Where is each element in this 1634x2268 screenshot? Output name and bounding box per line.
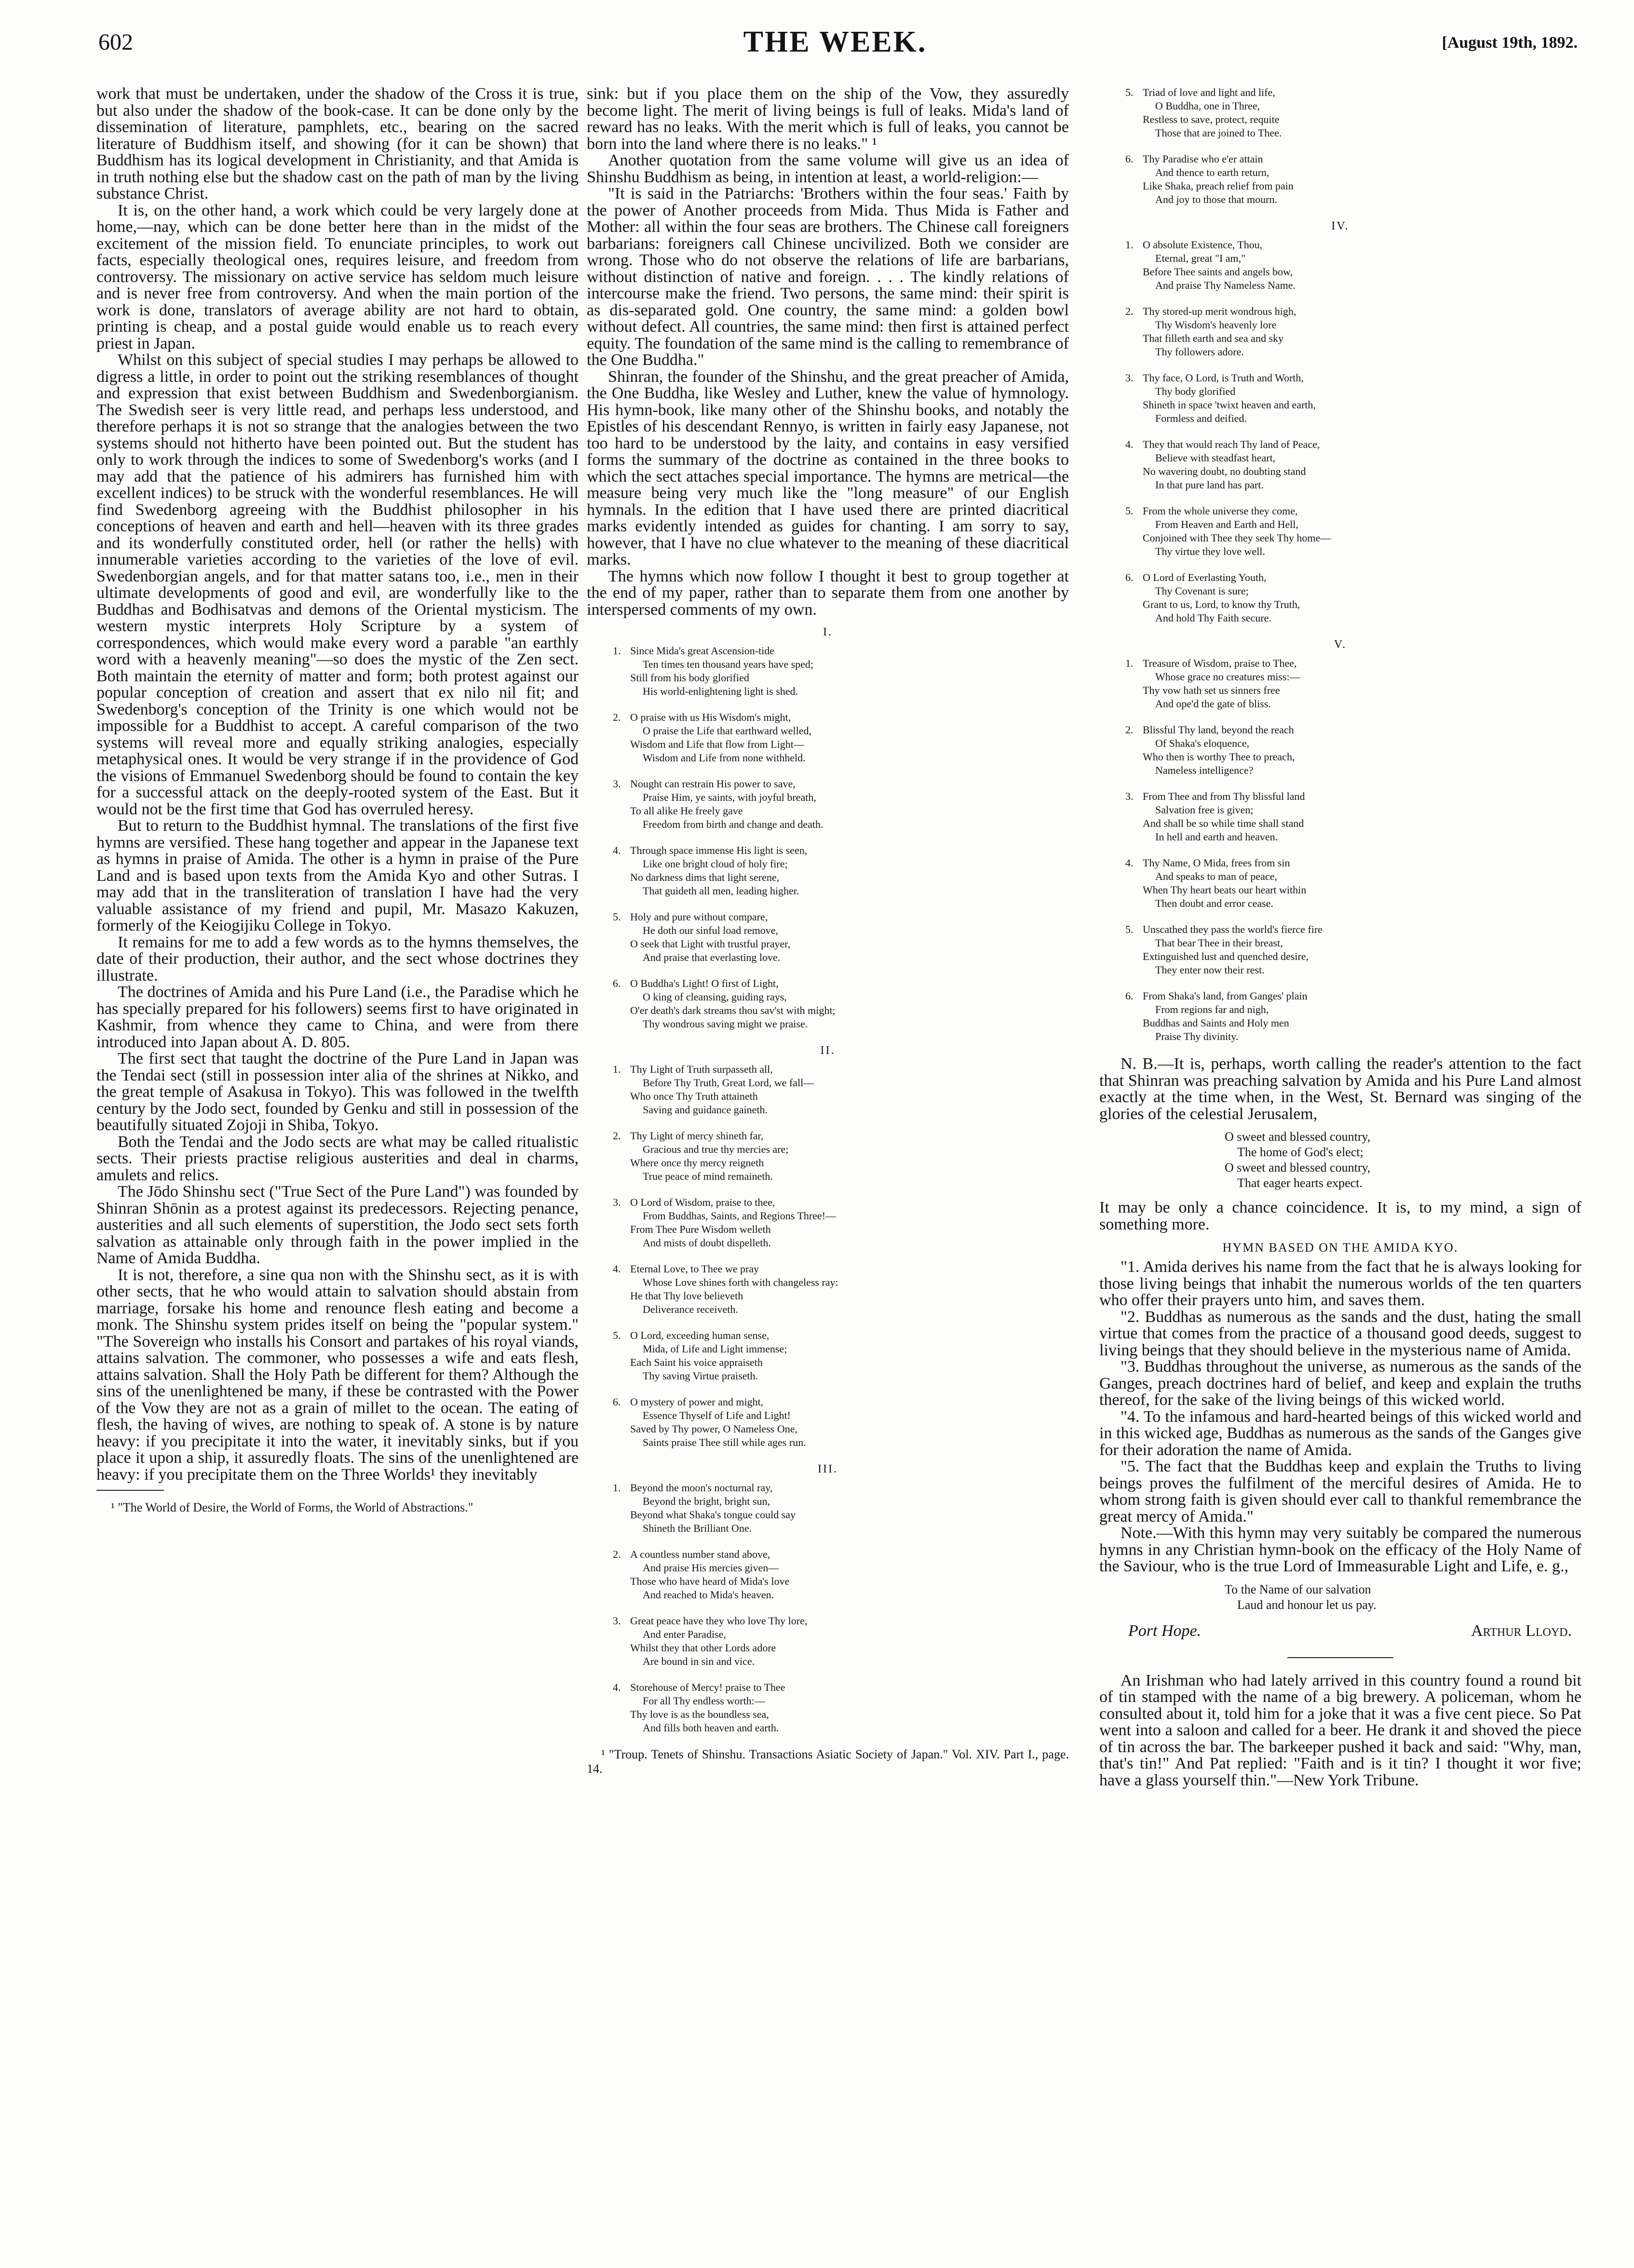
note-paragraph: Note.—With this hymn may very suitably be compared the numerous hymns in any Christian hymn-book on the efficacy of the Holy Name of the Saviour, who is the true Lord of Immeasurable Light and Life, e. g., <box>1099 1524 1581 1575</box>
verse-line: And mists of doubt dispelleth. <box>643 1237 771 1249</box>
verse-line: When Thy heart beats our heart within <box>1143 884 1307 896</box>
verse-line: Unscathed they pass the world's fierce fire <box>1143 923 1323 935</box>
stanza-number: 1. <box>1125 657 1134 669</box>
verse-line: From Thee and from Thy blissful land <box>1143 790 1305 802</box>
verse-line: They enter now their rest. <box>1155 964 1265 976</box>
verse-line: Eternal, great "I am," <box>1155 252 1246 264</box>
verse-line: No darkness dims that light serene, <box>630 871 780 883</box>
amida-paragraph: "3. Buddhas throughout the universe, as numerous as the sands of the Ganges, preach doctrines hard of belief, and keep and explain the truths thereof, for the sake of the living beings of this wicked world. <box>1099 1358 1581 1409</box>
stanza-number: 6. <box>613 977 621 989</box>
hymn-stanza <box>587 844 1069 898</box>
verse-line: Believe with steadfast heart, <box>1155 452 1276 464</box>
article-paragraph: Another quotation from the same volume will give us an idea of Shinshu Buddhism as being, in intention at least, a world-religion:— <box>587 151 1069 186</box>
article-paragraph: It remains for me to add a few words as to the hymns themselves, the date of their production, their author, and the sect whose doctrines they illustrate. <box>96 933 579 985</box>
publication-title: THE WEEK. <box>743 26 927 58</box>
column-middle <box>587 86 1069 2236</box>
verse-line: And speaks to man of peace, <box>1155 870 1277 882</box>
verse-line: He doth our sinful load remove, <box>643 924 779 936</box>
verse-line: Thy virtue they love well. <box>1155 545 1265 557</box>
verse-line: Great peace have they who love Thy lore, <box>630 1615 808 1627</box>
verse-line: Beyond the bright, bright sun, <box>643 1495 770 1507</box>
stanza-number: 2. <box>613 711 621 723</box>
stanza-number: 3. <box>613 1196 621 1208</box>
stanza-number: 3. <box>1125 372 1134 384</box>
verse-line: To all alike He freely gave <box>630 805 743 817</box>
verse-line: Those who have heard of Mida's love <box>630 1575 790 1587</box>
amida-paragraph: "1. Amida derives his name from the fact that he is always looking for those living beings that inhabit the numerous worlds of the ten quarters who offer their prayers unto him, and saves them. <box>1099 1258 1581 1309</box>
verse-line: That filleth earth and sea and sky <box>1143 332 1284 344</box>
verse-line: Whilst they that other Lords adore <box>630 1642 776 1654</box>
verse-line: And hold Thy Faith secure. <box>1155 612 1271 624</box>
verse-line: They that would reach Thy land of Peace, <box>1143 438 1320 450</box>
verse-line: Through space immense His light is seen, <box>630 844 808 856</box>
hymn-stanza <box>1099 723 1581 777</box>
stanza-number: 6. <box>1125 153 1134 165</box>
verse-line: Gracious and true thy mercies are; <box>643 1143 789 1155</box>
stanza-number: 6. <box>613 1396 621 1408</box>
stanza-number: 5. <box>1125 923 1134 935</box>
verse-line: Storehouse of Mercy! praise to Thee <box>630 1681 785 1693</box>
verse-line: Thy saving Virtue praiseth. <box>643 1370 758 1382</box>
hymn-stanza <box>1099 305 1581 359</box>
article-paragraph: It may be only a chance coincidence. It is, to my mind, a sign of something more. <box>1099 1199 1581 1233</box>
verse-line: Laud and honour let us pay. <box>1237 1597 1377 1612</box>
verse-line: O Lord of Wisdom, praise to thee, <box>630 1196 775 1208</box>
verse-line: He that Thy love believeth <box>630 1290 743 1302</box>
verse-line: That guideth all men, leading higher. <box>643 885 799 897</box>
stanza-number: 4. <box>1125 438 1134 450</box>
verse-line: From Shaka's land, from Ganges' plain <box>1143 990 1308 1002</box>
article-paragraph: Both the Tendai and the Jodo sects are what may be called ritualistic sects. Their priests practise religious austerities and deal in charms, amulets and relics. <box>96 1133 579 1184</box>
verse-line: Thy stored-up merit wondrous high, <box>1143 305 1296 317</box>
stanza-number: 3. <box>613 778 621 790</box>
hymn-numeral: II. <box>820 1044 836 1057</box>
article-paragraph: sink: but if you place them on the ship of the Vow, they assuredly become light. The merit of living beings is full of leaks. Mida's land of reward has no leaks. With the merit which is full of leaks, you cannot be born into the land where there is no leaks." ¹ <box>587 86 1069 153</box>
verse-line: And praise His mercies given— <box>643 1562 779 1574</box>
amida-paragraph: "4. To the infamous and hard-hearted beings of this wicked world and in this wicked age, Buddhas as numerous as the sands of the Ganges give for their adoration the name of Amida. <box>1099 1407 1581 1459</box>
hymn-numeral: IV. <box>1331 220 1350 232</box>
verse-line: In hell and earth and heaven. <box>1155 831 1278 843</box>
stanza-number: 5. <box>1125 505 1134 517</box>
verse-line: Grant to us, Lord, to know thy Truth, <box>1143 598 1300 610</box>
verse-line: Holy and pure without compare, <box>630 911 768 923</box>
stanza-number: 1. <box>613 645 621 657</box>
stanza-number: 1. <box>1125 239 1134 251</box>
hymn-stanza <box>1099 657 1581 711</box>
verse-line: Thy Light of mercy shineth far, <box>630 1130 764 1142</box>
verse-line: Thy face, O Lord, is Truth and Worth, <box>1143 372 1304 384</box>
stanza-number: 4. <box>1125 857 1134 869</box>
verse-line: O praise the Life that earthward welled, <box>643 725 812 737</box>
stanza-number: 6. <box>1125 571 1134 583</box>
verse-line: Like Shaka, preach relief from pain <box>1143 180 1294 192</box>
hymn-stanza <box>1099 238 1581 292</box>
stanza-number: 1. <box>613 1063 621 1075</box>
verse-line: O praise with us His Wisdom's might, <box>630 711 791 723</box>
verse-line: Deliverance receiveth. <box>643 1303 738 1315</box>
verse-line: O sweet and blessed country, <box>1225 1161 1371 1174</box>
verse-line: Conjoined with Thee they seek Thy home— <box>1143 532 1331 544</box>
stanza-number: 2. <box>613 1130 621 1142</box>
verse-line: Ten times ten thousand years have sped; <box>643 658 814 670</box>
verse-line: And praise that everlasting love. <box>643 951 781 963</box>
hymn-stanza <box>1099 504 1581 558</box>
stanza-number: 6. <box>1125 990 1134 1002</box>
verse-line: And ope'd the gate of bliss. <box>1155 698 1271 710</box>
verse-line: Wisdom and Life from none withheld. <box>643 752 806 764</box>
verse-line: O absolute Existence, Thou, <box>1143 239 1263 251</box>
verse-line: From the whole universe they come, <box>1143 505 1298 517</box>
verse-line: Who once Thy Truth attaineth <box>630 1090 758 1102</box>
verse-line: O Lord, exceeding human sense, <box>630 1329 770 1341</box>
hymn-collection <box>587 625 1069 1735</box>
article-paragraph: But to return to the Buddhist hymnal. The translations of the first five hymns are versified. These hang together and appear in the Japanese text as hymns in praise of Amida. The other is a hymn in praise of the Pure Land and is based upon texts from the Amida Kyo and other Sutras. I may add that in the transliteration of translation I have had the very valuable assistance of my friend and pupil, Mr. Masazo Kakuzen, formerly of the Keiogijiku College in Tokyo. <box>96 817 579 934</box>
verse-line: Saints praise Thee still while ages run. <box>643 1436 806 1448</box>
hymn-stanza <box>587 1395 1069 1449</box>
verse-line: His world-enlightening light is shed. <box>643 685 798 697</box>
hymn-numeral: III. <box>818 1463 838 1475</box>
verse-line: From Heaven and Earth and Hell, <box>1155 518 1298 530</box>
verse-line: Who then is worthy Thee to preach, <box>1143 751 1295 763</box>
verse-line: From regions far and nigh, <box>1155 1003 1269 1015</box>
verse-line: Thy Wisdom's heavenly lore <box>1155 319 1277 331</box>
article-paragraph: work that must be undertaken, under the shadow of the Cross it is true, but also under the shadow of the book-case. It can be done only by the dissemination of literature, pamphlets, etc., bearing on the sacred literature of Buddhism itself, and showing (for it can be shown) that Buddhism has its logical development in Christianity, and that Amida is in truth nothing else but the shadow cast on the path of man by the living substance Christ. <box>96 86 579 202</box>
verse-line: Mida, of Life and Light immense; <box>643 1343 787 1355</box>
hymn-stanza <box>587 1196 1069 1250</box>
hymn-stanza <box>1099 856 1581 910</box>
verse-line: Are bound in sin and vice. <box>643 1655 755 1667</box>
anecdote-paragraph: An Irishman who had lately arrived in this country found a round bit of tin stamped with the name of a big brewery. A policeman, whom he consulted about it, told him for a joke that it was a five cent piece. So Pat went into a saloon and called for a beer. He drank it and shoved the piece of tin across the bar. The barkeeper pushed it back and said: "Why, man, that's tin!" And Pat replied: "Faith and is it tin? I thought it wor five; have a glass yourself thin."—New York Tribune. <box>1099 1671 1581 1789</box>
hymn-stanza <box>1099 152 1581 206</box>
verse-line: Like one bright cloud of holy fire; <box>643 858 788 870</box>
stanza-number: 5. <box>613 1329 621 1341</box>
footnote: ¹ "Troup. Tenets of Shinshu. Transactions Asiatic Society of Japan." Vol. XIV. Part I., page. 14. <box>587 1747 1069 1776</box>
verse-line: Triad of love and light and life, <box>1143 86 1275 98</box>
verse-line: Thy Paradise who e'er attain <box>1143 153 1263 165</box>
verse-line: Still from his body glorified <box>630 672 749 684</box>
verse-line: O mystery of power and might, <box>630 1396 764 1408</box>
verse-line: Saved by Thy power, O Nameless One, <box>630 1423 797 1435</box>
hymn-stanza <box>1099 86 1581 140</box>
article-paragraph: The hymns which now follow I thought it best to group together at the end of my paper, rather than to separate them from one another by interspersed comments of my own. <box>587 567 1069 619</box>
quoted-verse <box>1099 1129 1581 1191</box>
hymn-stanza <box>1099 571 1581 625</box>
stanza-number: 3. <box>613 1615 621 1627</box>
hymn-stanza <box>587 977 1069 1031</box>
article-paragraph: "It is said in the Patriarchs: 'Brothers within the four seas.' Faith by the power of Another proceeds from Mida. Thus Mida is Father and Mother: all within the four seas are brothers. The Chinese call foreigners barbarians: foreigners call Chinese uncivilized. Both we consider are wrong. Those who do not observe the relations of life are barbarians, without distinction of native and foreign. . . . The kindly relations of intercourse make the friend. Two persons, the same mind: their spirit is as dis-separated gold. One country, the same mind: a golden bowl without defect. All countries, the same mind: then first is attained perfect equity. The foundation of the same mind is the calling to remembrance of the One Buddha." <box>587 185 1069 369</box>
verse-line: Of Shaka's eloquence, <box>1155 737 1250 749</box>
verse-line: Those that are joined to Thee. <box>1155 127 1282 139</box>
hymn-stanza <box>587 1262 1069 1316</box>
verse-line: Wisdom and Life that flow from Light— <box>630 738 804 750</box>
verse-line: O sweet and blessed country, <box>1225 1130 1371 1144</box>
verse-line: In that pure land has part. <box>1155 479 1264 491</box>
verse-line: Before Thee saints and angels bow, <box>1143 266 1293 278</box>
verse-line: Praise Thy divinity. <box>1155 1030 1239 1042</box>
stanza-number: 3. <box>1125 790 1134 802</box>
author-name: Arthur Lloyd. <box>1471 1621 1572 1640</box>
stanza-number: 2. <box>1125 724 1134 736</box>
verse-line: Buddhas and Saints and Holy men <box>1143 1017 1289 1029</box>
stanza-number: 5. <box>1125 86 1134 98</box>
verse-line: That eager hearts expect. <box>1237 1176 1363 1190</box>
article-paragraph: It is not, therefore, a sine qua non with the Shinshu sect, as it is with other sects, that he who would attain to salvation should abstain from marriage, forsake his home and renounce flesh eating and become a monk. The Shinshu system prides itself on being the "popular system." "The Sovereign who installs his Consort and partakes of his royal viands, attains salvation. The commoner, who possesses a wife and eats flesh, attains salvation. Shall the Holy Path be different for them? Although the sins of the unenlightened be many, if these be contrasted with the Power of the Vow they are not as a grain of millet to the ocean. The eating of flesh, the having of wives, are nothing to speak of. A stone is by nature heavy: if you precipitate it into the water, it inevitably sinks, but if you place it upon a ship, it assuredly floats. The sins of the unenlightened are heavy: if you precipitate them on the Three Worlds¹ they inevitably <box>96 1266 579 1484</box>
hymn-stanza <box>587 1614 1069 1668</box>
page-header <box>93 21 1578 69</box>
article-paragraph: It is, on the other hand, a work which could be very largely done at home,—nay, which can be done better here than in the midst of the excitement of the mission field. To enunciate principles, to work out facts, especially theological ones, requires leisure, and freedom from controversy. The missionary on active service has seldom much leisure and is never free from controversy. And when the main portion of the work is done, translators of average ability are not hard to obtain, printing is cheap, and a postal guide would enable us to reach every priest in Japan. <box>96 201 579 352</box>
article-paragraph: The first sect that taught the doctrine of the Pure Land in Japan was the Tendai sect (still in possession inter alia of the shrines at Nikko, and the great temple of Asakusa in Tokyo). This was followed in the twelfth century by the Jodo sect, founded by Genku and still in possession of the beautifully situated Zojoji in Shiba, Tokyo. <box>96 1050 579 1134</box>
verse-line: Thy love is as the boundless sea, <box>630 1708 769 1720</box>
article-paragraph: The Jōdo Shinshu sect ("True Sect of the Pure Land") was founded by Shinran Shōnin as a protest against its predecessors. Rejecting penance, austerities and all such elements of superstition, the Jodo sect sets forth salvation as attainable only through faith in the power implied in the Name of Amida Buddha. <box>96 1183 579 1267</box>
hymn-stanza <box>1099 989 1581 1043</box>
verse-line: Before Thy Truth, Great Lord, we fall— <box>643 1077 814 1089</box>
hymn-stanza <box>587 910 1069 964</box>
footnote-rule <box>96 1490 164 1491</box>
verse-line: No wavering doubt, no doubting stand <box>1143 465 1306 477</box>
verse-line: Whose Love shines forth with changeless ray: <box>643 1276 838 1288</box>
verse-line: Extinguished lust and quenched desire, <box>1143 950 1309 962</box>
verse-line: Thy Covenant is sure; <box>1155 585 1249 597</box>
verse-line: Formless and deified. <box>1155 412 1247 424</box>
signoff <box>1099 1621 1581 1641</box>
hymn-continuation <box>1099 86 1581 206</box>
hymn-numeral: V. <box>1334 638 1347 651</box>
hymn-collection <box>1099 219 1581 1043</box>
stanza-number: 4. <box>613 1681 621 1693</box>
verse-line: Blissful Thy land, beyond the reach <box>1143 724 1294 736</box>
verse-line: Essence Thyself of Life and Light! <box>643 1409 791 1421</box>
verse-line: And praise Thy Nameless Name. <box>1155 279 1296 291</box>
verse-line: Then doubt and error cease. <box>1155 897 1273 909</box>
verse-line: For all Thy endless worth:— <box>643 1695 765 1707</box>
column-left <box>96 86 579 2236</box>
verse-line: O'er death's dark streams thou sav'st with might; <box>630 1004 836 1016</box>
verse-line: Since Mida's great Ascension-tide <box>630 645 775 657</box>
verse-line: To the Name of our salvation <box>1225 1582 1371 1596</box>
verse-line: And joy to those that mourn. <box>1155 193 1277 205</box>
hymn-stanza <box>587 711 1069 765</box>
stanza-number: 1. <box>613 1482 621 1494</box>
verse-line: Thy Name, O Mida, frees from sin <box>1143 857 1290 869</box>
verse-line: And thence to earth return, <box>1155 166 1269 178</box>
footnote: ¹ "The World of Desire, the World of Forms, the World of Abstractions." <box>111 1500 473 1514</box>
hymn-stanza <box>587 1063 1069 1117</box>
hymn-stanza <box>587 1548 1069 1602</box>
stanza-number: 5. <box>613 911 621 923</box>
hymn-stanza <box>587 777 1069 831</box>
stanza-number: 2. <box>1125 305 1134 317</box>
verse-line: Whose grace no creatures miss:— <box>1155 671 1300 683</box>
hymn-stanza <box>587 644 1069 698</box>
verse-line: Each Saint his voice appraiseth <box>630 1356 763 1368</box>
hymn-stanza <box>587 1329 1069 1383</box>
stanza-number: 4. <box>613 844 621 856</box>
verse-line: Eternal Love, to Thee we pray <box>630 1263 759 1275</box>
issue-date: [August 19th, 1892. <box>1442 34 1578 52</box>
verse-line: The home of God's elect; <box>1237 1145 1364 1159</box>
verse-line: Freedom from birth and change and death. <box>643 818 824 830</box>
amida-paragraph: "5. The fact that the Buddhas keep and explain the Truths to living beings proves the fulfilment of the merciful desires of Amida. He to whom strong faith is given should ever call to thankful remembrance the great mercy of Amida." <box>1099 1458 1581 1526</box>
verse-line: Shineth in space 'twixt heaven and earth, <box>1143 399 1316 411</box>
column-right <box>1099 86 1581 2236</box>
signoff-place: Port Hope. <box>1128 1621 1202 1640</box>
verse-line: A countless number stand above, <box>630 1548 770 1560</box>
verse-line: Thy vow hath set us sinners free <box>1143 684 1280 696</box>
verse-line: O Buddha's Light! O first of Light, <box>630 977 779 989</box>
nota-bene: N. B.—It is, perhaps, worth calling the reader's attention to the fact that Shinran was preaching salvation by Amida and his Pure Land almost exactly at the time when, in the West, St. Bernard was singing of the glories of the celestial Jerusalem, <box>1099 1055 1581 1123</box>
verse-line: Thy Light of Truth surpasseth all, <box>630 1063 773 1075</box>
page-number: 602 <box>98 29 133 55</box>
hymn-stanza <box>1099 923 1581 977</box>
verse-line: That bear Thee in their breast, <box>1155 937 1283 949</box>
article-paragraph: Shinran, the founder of the Shinshu, and the great preacher of Amida, the One Buddha, like Wesley and Luther, knew the value of hymnology. His hymn-book, like many other of the Shinshu books, and notably the Epistles of his descendant Rennyo, is written in fairly easy Japanese, not too hard to be understood by the laity, and contains in easy versified forms the summary of the doctrine as contained in the three books to which the sect attaches special importance. The hymns are metrical—the measure being very much like the "long measure" of our English hymnals. In the edition that I have used there are printed diacritical marks evidently intended as guides for chanting. I am sorry to say, however, that I have no clue whatever to the meaning of these diacritical marks. <box>587 367 1069 568</box>
verse-line: O Buddha, one in Three, <box>1155 100 1260 112</box>
verse-line: Treasure of Wisdom, praise to Thee, <box>1143 657 1297 669</box>
hymn-numeral: I. <box>823 626 833 638</box>
verse-line: And enter Paradise, <box>643 1628 726 1640</box>
verse-line: Salvation free is given; <box>1155 804 1254 816</box>
verse-line: Praise Him, ye saints, with joyful breath, <box>643 791 816 803</box>
verse-line: Beyond the moon's nocturnal ray, <box>630 1482 773 1494</box>
verse-line: Thy wondrous saving might we praise. <box>643 1018 808 1030</box>
hymn-stanza <box>1099 790 1581 844</box>
verse-line: O seek that Light with trustful prayer, <box>630 938 791 950</box>
hymn-stanza <box>587 1681 1069 1735</box>
verse-line: Nameless intelligence? <box>1155 764 1254 776</box>
verse-line: And shall be so while time shall stand <box>1143 817 1304 829</box>
stanza-number: 4. <box>613 1263 621 1275</box>
verse-line: Thy followers adore. <box>1155 346 1244 358</box>
verse-line: Shineth the Brilliant One. <box>643 1522 752 1534</box>
verse-line: From Thee Pure Wisdom welleth <box>630 1223 771 1235</box>
verse-line: Restless to save, protect, requite <box>1143 113 1280 125</box>
quoted-verse <box>1099 1582 1581 1613</box>
verse-line: Where once thy mercy reigneth <box>630 1157 764 1169</box>
verse-line: And fills both heaven and earth. <box>643 1722 779 1734</box>
hymn-stanza <box>587 1129 1069 1183</box>
verse-line: O Lord of Everlasting Youth, <box>1143 571 1267 583</box>
verse-line: Thy body glorified <box>1155 385 1236 397</box>
verse-line: From Buddhas, Saints, and Regions Three!— <box>643 1210 837 1222</box>
verse-line: O king of cleansing, guiding rays, <box>643 991 787 1003</box>
article-paragraph: Whilst on this subject of special studies I may perhaps be allowed to digress a little, in order to point out the striking resemblances of thought and expression that exist between Buddhism and Swedenborgianism. The Swedish seer is very little read, and perhaps less understood, and therefore perhaps it is not so strange that the analogies between the two systems should not hitherto have been pointed out. But the student has only to work through the indices to some of Swedenborg's works (and I may add that the patience of his admirers has furnished him with excellent indices) to be struck with the wonderful resemblances. He will find Swedenborg agreeing with the Buddhist philosopher in his conceptions of heaven and earth and hell—heaven with its three grades and its wonderfully constituted order, hell (or rather the hells) with innumerable varieties according to the varieties of the love of evil. Swedenborgian angels, and for that matter satans too, i.e., men in their ultimate developments of good and evil, are wonderfully like to the Buddhas and Bodhisatvas and demons of the Oriental mysticism. The western mystic interprets Holy Scripture by a system of correspondences, which would make every word a parable "an earthly word with a heavenly meaning"—so does the mystic of the Zen sect. Both maintain the eternity of matter and form; both protest against our popular conception of creation and assert that ex nilo nil fit; and Swedenborg's conception of the Trinity is one which would not be impossible for a Buddhist to accept. A careful comparison of the two systems will reveal more and equally striking analogies, especially metaphysical ones. It would be very strange if in the providence of God the visions of Emmanuel Swedenborg should be found to contain the key for a successful attack on the deeply-rooted system of the East. But it would not be the first time that God has overruled heresy. <box>96 351 579 818</box>
hymn-stanza <box>1099 438 1581 492</box>
hymn-stanza <box>1099 371 1581 425</box>
amida-paragraph: "2. Buddhas as numerous as the sands and the dust, hating the small virtue that comes from the practice of a thousand good deeds, suggest to living beings that they should believe in the mysterious name of Amida. <box>1099 1308 1581 1359</box>
verse-line: Beyond what Shaka's tongue could say <box>630 1509 796 1521</box>
hymn-stanza <box>587 1481 1069 1535</box>
stanza-number: 2. <box>613 1548 621 1560</box>
article-paragraph: The doctrines of Amida and his Pure Land (i.e., the Paradise which he has specially prepared for his followers) seems first to have originated in Kashmir, from whence they came to China, and were from there introduced into Japan about A. D. 805. <box>96 983 579 1051</box>
verse-line: Saving and guidance gaineth. <box>643 1104 768 1116</box>
section-divider <box>1287 1657 1393 1658</box>
verse-line: Nought can restrain His power to save, <box>630 778 796 790</box>
verse-line: True peace of mind remaineth. <box>643 1170 773 1182</box>
section-heading: HYMN BASED ON THE AMIDA KYO. <box>1222 1241 1458 1255</box>
verse-line: And reached to Mida's heaven. <box>643 1589 774 1601</box>
